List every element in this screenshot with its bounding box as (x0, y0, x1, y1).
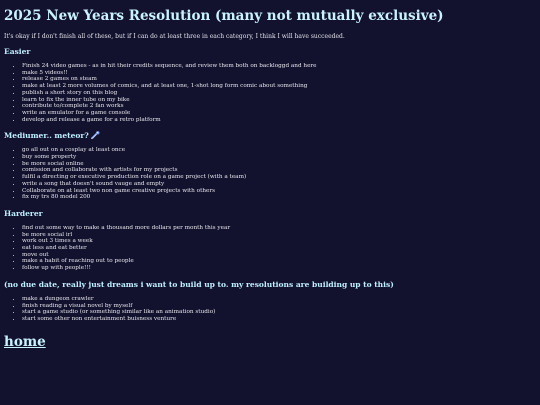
list-item: • work out 3 times a week (22, 238, 536, 245)
list-item: • follow up with people!!! (22, 265, 536, 272)
list-item: • release 2 games on steam (22, 76, 536, 83)
list-item: • finish reading a visual novel by myself (22, 303, 536, 310)
list-item: • comission and collaborate with artists for my projects (22, 167, 536, 174)
list-item: • be more social online (22, 161, 536, 168)
section-heading-harderer: Harderer (4, 208, 43, 218)
list-harderer (4, 225, 536, 272)
list-item: • eat less and eat better (22, 245, 536, 252)
list-item: • make a dungeon crawler (22, 296, 536, 303)
page-title: 2025 New Years Resolution (many not mutually exclusive) (4, 8, 444, 24)
list-easier (4, 63, 536, 123)
list-item: • publish a short story on this blog (22, 90, 536, 97)
list-item: • contribute to/complete 2 fan works (22, 103, 536, 110)
list-item: • start some other non entertainment buisness venture (22, 316, 536, 323)
list-mediumer (4, 147, 536, 201)
comet-icon (91, 131, 100, 139)
list-item: • fix my trs 80 model 200 (22, 194, 536, 201)
list-item: • be more social irl (22, 232, 536, 239)
list-item: • find out some way to make a thousand more dollars per month this year (22, 225, 536, 232)
list-item: • go all out on a cosplay at least once (22, 147, 536, 154)
section-heading-mediumer (4, 131, 536, 141)
section-heading-easier: Easier (4, 47, 31, 56)
list-item: • develop and release a game for a retro platform (22, 117, 536, 124)
list-item: • Finish 24 video games - as in hit their credits sequence, and review them both on backloggd and here (22, 63, 536, 70)
list-item: • learn to fix the inner tube on my bike (22, 97, 536, 104)
section-heading-label: Mediumer.. meteor? (4, 131, 89, 141)
list-item: • buy some property (22, 154, 536, 161)
list-item: • fulfil a directing or executive production role on a game project (with a team) (22, 174, 536, 181)
section-heading-dreams: (no due date, really just dreams i want to build up to. my resolutions are building up to this) (4, 279, 394, 289)
list-item: • make at least 2 more volumes of comics, and at least one, 1-shot long form comic about something (22, 83, 536, 90)
intro-text: It's okay if I don't finish all of these, but if I can do at least three in each category, I think I will have succeeded. (4, 33, 345, 40)
list-item: • make 5 videos!! (22, 70, 536, 77)
list-item: • Collaborate on at least two non game creative projects with others (22, 188, 536, 195)
list-item: • make a habit of reaching out to people (22, 258, 536, 265)
list-item: • write a song that doesn't sound vauge and empty (22, 181, 536, 188)
list-item: • start a game studio (or something similar like an animation studio) (22, 309, 536, 316)
list-dreams (4, 296, 536, 323)
list-item: • move out (22, 252, 536, 259)
list-item: • write an emulator for a game console (22, 110, 536, 117)
home-link[interactable]: home (4, 333, 46, 350)
